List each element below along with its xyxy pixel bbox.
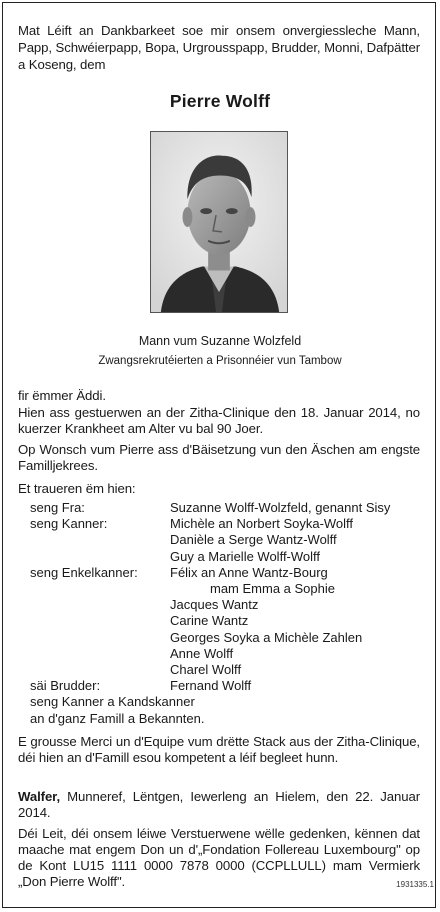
mourner-name: Carine Wantz xyxy=(170,613,249,629)
mourner-name: Guy a Marielle Wolff-Wolff xyxy=(170,548,321,564)
place-date-rest: Munneref, Lëntgen, Iewerleng an Hielem, den 22. Januar 2014. xyxy=(18,789,420,820)
mourners-heading: Et traueren ëm hien: xyxy=(18,481,136,496)
mourner-row xyxy=(30,646,390,662)
mourner-relation xyxy=(30,549,170,565)
deceased-name: Pierre Wolff xyxy=(169,91,271,111)
mourner-row xyxy=(30,662,390,678)
mourner-name: Félix an Anne Wantz-Bourg xyxy=(170,564,328,580)
mourner-relation: seng Kanner: xyxy=(30,516,108,532)
mourner-name: Michèle an Norbert Soyka-Wolff xyxy=(170,516,354,532)
mourner-relation xyxy=(30,662,170,678)
death-notice: Hien ass gestuerwen an der Zitha-Clinique den 18. Januar 2014, no kuerzer Krankheet am Alter vu bal 90 Joer. xyxy=(18,405,420,436)
portrait-photo xyxy=(150,131,288,313)
reference-number: 1931335.1 xyxy=(396,880,434,889)
mourner-row xyxy=(30,516,390,532)
mourner-name: Danièle a Serge Wantz-Wolff xyxy=(170,532,337,548)
mourner-name: mam Emma a Sophie xyxy=(210,581,335,597)
mourner-relation: seng Enkelkanner: xyxy=(30,564,138,580)
mourner-row xyxy=(30,549,390,565)
mourners-extra-line: seng Kanner a Kandskanner xyxy=(30,694,195,710)
mourner-row xyxy=(30,630,390,646)
mourner-row xyxy=(30,532,390,548)
mourner-row xyxy=(30,581,390,597)
mourner-relation xyxy=(30,597,170,613)
mourner-row xyxy=(30,678,390,694)
donation-text: Déi Leit, déi onsem léiwe Verstuerwene wëlle gedenken, kënnen dat maache mat engem Don un d'„Fondation Follereau Luxembourg" op de Kont LU15 1111 0000 7878 0000 (CCPLLULL) mam Vermierk „Don Pierre Wolff". xyxy=(18,826,420,889)
place-date-line xyxy=(18,789,420,821)
mourner-row xyxy=(30,565,390,581)
funeral-notice: Op Wonsch vum Pierre ass d'Bäisetzung vun den Äschen am engste Famillјekrees. xyxy=(18,442,420,473)
mourner-name: Charel Wolff xyxy=(170,662,242,678)
mourner-name: Fernand Wolff xyxy=(170,678,252,694)
mourner-row xyxy=(30,500,390,516)
mourner-relation xyxy=(30,646,170,662)
mourner-row xyxy=(30,597,390,613)
thanks-text: E grousse Merci un d'Equipe vum drëtte Stack aus der Zitha-Clinique, déi hien an d'Famill esou kompetent a léif begleet hunn. xyxy=(18,734,420,765)
mourner-row xyxy=(30,613,390,629)
farewell-line: fir ëmmer Äddi. xyxy=(18,388,106,403)
spouse-line: Mann vum Suzanne Wolzfeld xyxy=(138,334,302,348)
mourner-relation xyxy=(30,581,170,597)
title-line: Zwangsrekrutéierten a Prisonnéier vun Tambow xyxy=(98,355,342,367)
mourner-relation: seng Fra: xyxy=(30,500,85,515)
mourner-relation xyxy=(30,630,170,646)
mourners-list xyxy=(30,500,390,727)
mourner-name: Anne Wolff xyxy=(170,645,234,661)
mourner-name: Suzanne Wolff-Wolzfeld, genannt Sisy xyxy=(170,500,391,515)
mourner-name: Georges Soyka a Michèle Zahlen xyxy=(170,629,363,645)
intro-text: Mat Léift an Dankbarkeet soe mir onsem onvergiessleche Mann, Papp, Schwéierpapp, Bopa, Urgrousspapp, Brudder, Monni, Dafpätter a Koseng, dem xyxy=(18,23,420,72)
mourner-relation: säi Brudder: xyxy=(30,678,101,694)
place-name: Walfer, xyxy=(18,789,61,804)
mourner-name: Jacques Wantz xyxy=(170,597,259,613)
mourners-extra-line: an d'ganz Famill a Bekannten. xyxy=(30,710,205,726)
mourner-relation xyxy=(30,532,170,548)
mourner-relation xyxy=(30,613,170,629)
